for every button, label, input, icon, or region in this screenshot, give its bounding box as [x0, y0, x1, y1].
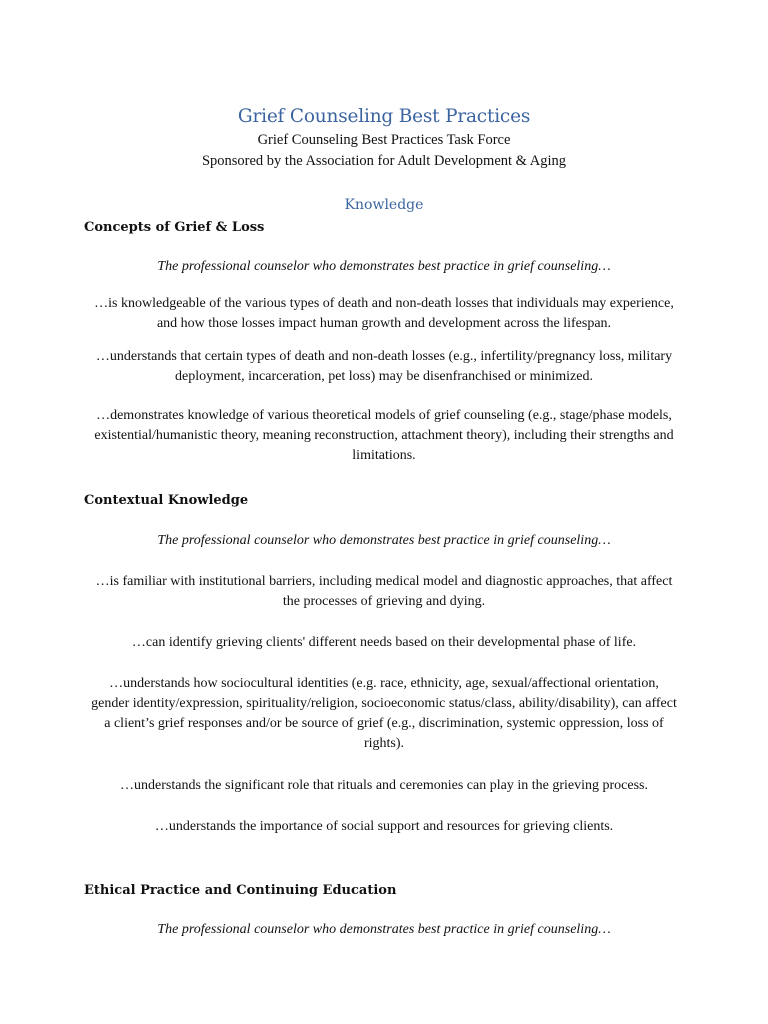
document-subtitle-sponsor: Sponsored by the Association for Adult Development & Aging: [201, 153, 567, 169]
contextual-item-1: …is familiar with institutional barriers, including medical model and diagnostic approaches, that affect the processes of grieving and dying.: [95, 574, 673, 609]
document-subtitle-task-force: Grief Counseling Best Practices Task Force: [257, 132, 511, 148]
section-title-knowledge: Knowledge: [344, 197, 424, 213]
concepts-item-1: …is knowledgeable of the various types of death and non-death losses that individuals may experience, and how those losses impact human growth and development across the lifespan.: [94, 296, 674, 331]
contextual-item-2: …can identify grieving clients' different needs based on their developmental phase of life.: [131, 635, 637, 650]
concepts-item-2: …understands that certain types of death and non-death losses (e.g., infertility/pregnancy loss, military deployment, incarceration, pet loss) may be disenfranchised or minimized.: [95, 349, 673, 384]
contextual-item-4: …understands the significant role that rituals and ceremonies can play in the grieving process.: [120, 778, 648, 793]
contextual-item-5: …understands the importance of social support and resources for grieving clients.: [154, 819, 614, 834]
intro-concepts: The professional counselor who demonstrates best practice in grief counseling…: [157, 259, 611, 274]
heading-ethical-practice: Ethical Practice and Continuing Education: [84, 883, 397, 898]
intro-ethical: The professional counselor who demonstrates best practice in grief counseling…: [157, 922, 611, 937]
heading-concepts-of-grief: Concepts of Grief & Loss: [84, 220, 265, 235]
intro-contextual: The professional counselor who demonstrates best practice in grief counseling…: [157, 533, 611, 548]
document-title: Grief Counseling Best Practices: [237, 106, 531, 127]
heading-contextual-knowledge: Contextual Knowledge: [84, 493, 249, 508]
contextual-item-3: …understands how sociocultural identities (e.g. race, ethnicity, age, sexual/affectional orientation, gender identity/expression, spirituality/religion, socioeconomic status/class, ability/disability), can affect a client’s grief responses and/or be source of grief (e.g., discrimination, systemic oppression, loss of rights).: [91, 676, 677, 751]
concepts-item-3: …demonstrates knowledge of various theoretical models of grief counseling (e.g., stage/phase models, existential/humanistic theory, meaning reconstruction, attachment theory), including their strengths and limitations.: [94, 408, 674, 463]
